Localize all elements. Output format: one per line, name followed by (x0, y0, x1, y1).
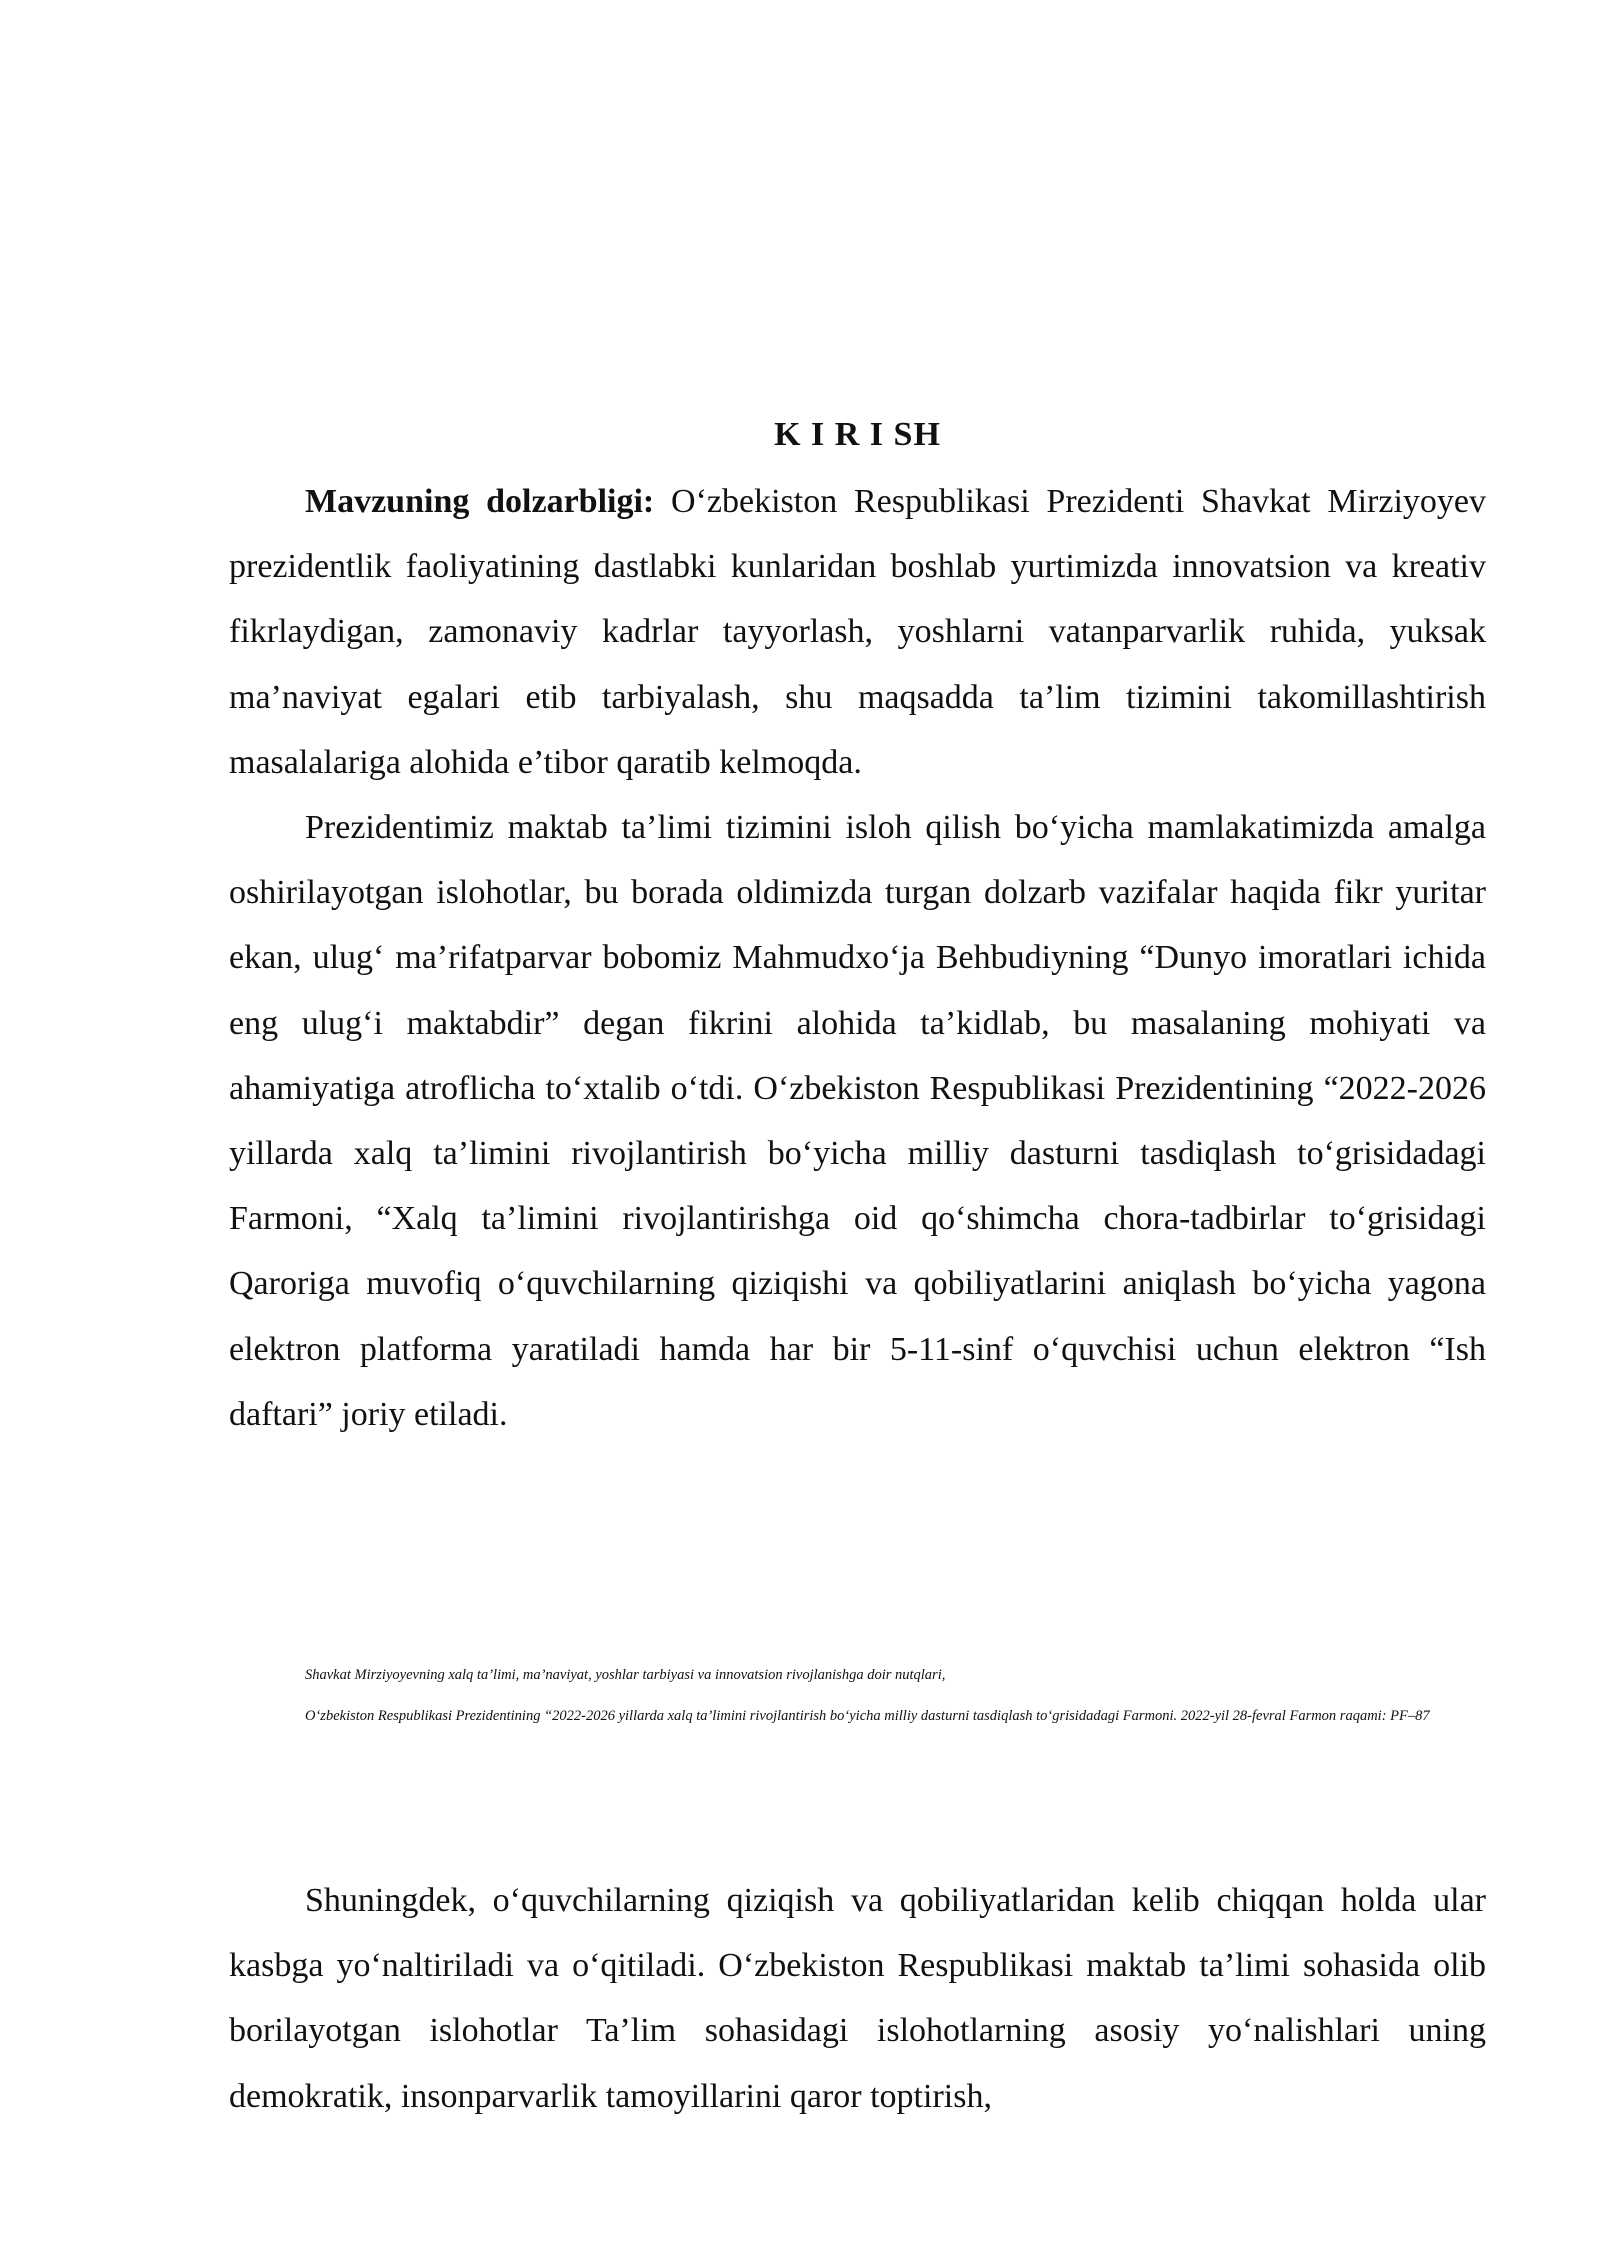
relevance-label: Mavzuning dolzarbligi: (305, 483, 655, 520)
footnote-1: Shavkat Mirziyoyevning xalq ta’limi, ma’naviyat, yoshlar tarbiyasi va innovatsion rivojlanishga doir nutqlari, (305, 1667, 946, 1683)
paragraph-continuation: Shuningdek, o‘quvchilarning qiziqish va qobiliyatlaridan kelib chiqqan holda ular kasbga yo‘naltiriladi va o‘qitiladi. O‘zbekiston Respublikasi maktab ta’limi sohasida olib borilayotgan islohotlar Ta’lim sohasidagi islohotlarning asosiy yo‘nalishlari uning demokratik, insonparvarlik tamoyillarini qaror toptirish, (229, 1882, 1486, 2115)
footnote-2: O‘zbekiston Respublikasi Prezidentining “2022-2026 yillarda xalq ta’limini rivojlantirish bo‘yicha milliy dasturni tasdiqlash to‘grisidadagi Farmoni. 2022-yil 28-fevral Farmon raqami: PF–87 (305, 1708, 1430, 1724)
continuation-section (229, 1868, 1486, 2129)
page-title: K I R I SH (774, 416, 941, 453)
paragraph-reforms: Prezidentimiz maktab ta’limi tizimini isloh qilish bo‘yicha mamlakatimizda amalga oshirilayotgan islohotlar, bu borada oldimizda turgan dolzarb vazifalar haqida fikr yuritar ekan, ulug‘ ma’rifatparvar bobomiz Mahmudxo‘ja Behbudiyning “Dunyo imoratlari ichida eng ulug‘i maktabdir” degan fikrini alohida ta’kidlab, bu masalaning mohiyati va ahamiyatiga atroflicha to‘xtalib o‘tdi. O‘zbekiston Respublikasi Prezidentining “2022-2026 yillarda xalq ta’limini rivojlantirish bo‘yicha milliy dasturni tasdiqlash to‘grisidadagi Farmoni, “Xalq ta’limini rivojlantirishga oid qo‘shimcha chora-tadbirlar to‘grisidagi Qaroriga muvofiq o‘quvchilarning qiziqishi va qobiliyatlarini aniqlash bo‘yicha yagona elektron platforma yaratiladi hamda har bir 5-11-sinf o‘quvchisi uchun elektron “Ish daftari” joriy etiladi. (229, 809, 1486, 1433)
intro-section (229, 469, 1486, 1447)
footnotes (229, 1665, 1486, 1742)
paragraph-relevance (229, 469, 1486, 795)
relevance-text: O‘zbekiston Respublikasi Prezidenti Shavkat Mirziyoyev prezidentlik faoliyatining dastlabki kunlaridan boshlab yurtimizda innovatsion va kreativ fikrlaydigan, zamonaviy kadrlar tayyorlash, yoshlarni vatanparvarlik ruhida, yuksak ma’naviyat egalari etib tarbiyalash, shu maqsadda ta’lim tizimini takomillashtirish masalalariga alohida e’tibor qaratib kelmoqda. (229, 483, 1486, 781)
